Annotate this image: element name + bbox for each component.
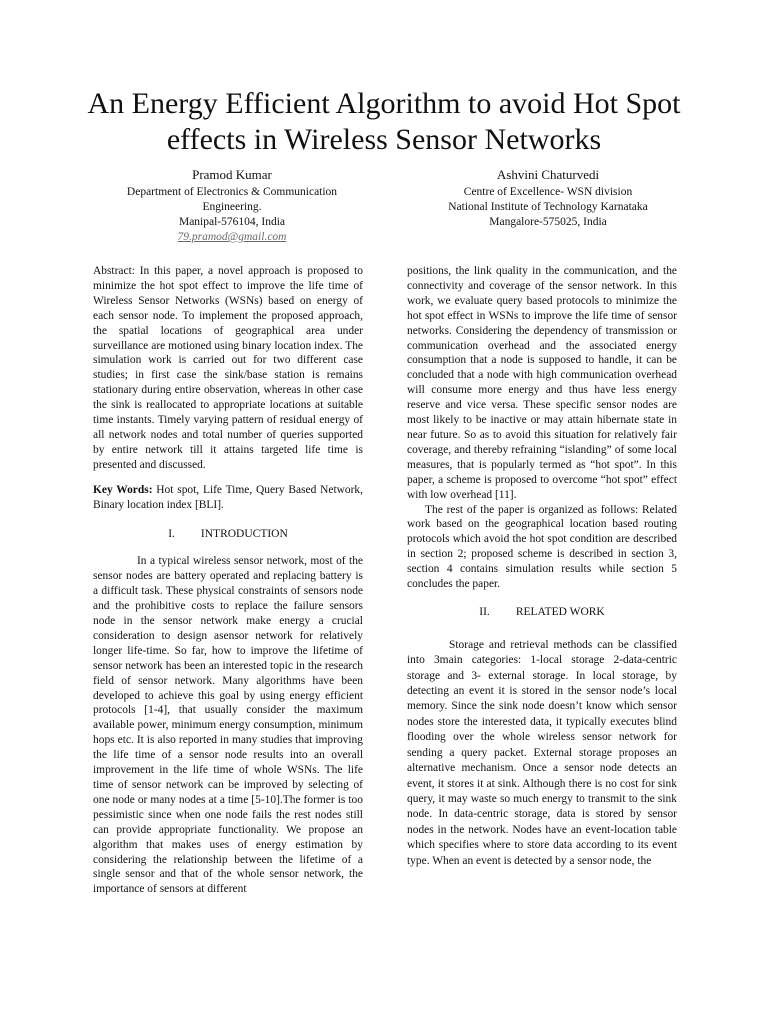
left-column — [93, 264, 363, 897]
author-block-2 — [420, 166, 676, 230]
author-affiliation: Centre of Excellence- WSN division — [463, 186, 633, 198]
section-number: II. — [479, 605, 490, 618]
right-column — [407, 264, 677, 869]
author-name: Pramod Kumar — [192, 167, 272, 182]
author-name: Ashvini Chaturvedi — [496, 167, 600, 182]
section-heading-introduction — [93, 527, 363, 542]
section-number: I. — [168, 527, 175, 540]
keywords — [93, 483, 363, 513]
author-address: Mangalore-575025, India — [489, 216, 607, 228]
author-affiliation-cont: Engineering. — [202, 201, 262, 213]
author-affiliation-cont: National Institute of Technology Karnataka — [448, 201, 648, 213]
introduction-paragraph-organization: The rest of the paper is organized as follows: Related work based on the geographical location based routing protocols which avoid the hot spot condition are described in section 2; proposed scheme is described in section 3, section 4 contains simulation results while section 5 concludes the paper. — [407, 503, 677, 591]
introduction-paragraph-continued: positions, the link quality in the communication, and the connectivity and coverage of the sensor network. In this work, we evaluate query based protocols to minimize the hot spot effect in WSNs to improve the life time of sensor networks. Considering the dependency of transmission or communication overhead and the associated energy consumption that a node is supposed to handle, it can be concluded that a node with high communication overhead will consume more energy and thus have less energy reserve and vice versa. These specific sensor nodes are most likely to be inactive or may attain hibernate state in near future. So as to avoid this situation for relatively fair coverage, and thereby refraining “islanding” of some local measures, that is popularly termed as “hot spot”. In this paper, a scheme is proposed to overcome “hot spot” effect with low overhead [11]. — [407, 265, 677, 501]
section-heading-related-work — [407, 605, 677, 620]
author-affiliation: Department of Electronics & Communication — [126, 186, 338, 198]
section-title: INTRODUCTION — [200, 527, 288, 540]
keywords-label: Key Words: — [93, 483, 153, 496]
introduction-paragraph: In a typical wireless sensor network, most of the sensor nodes are battery operated and replacing battery is a difficult task. These physical constraints of sensors node and the prohibitive costs to replace the failure sensors node in the sensor network make energy a crucial consideration to design asensor network for relatively longer life-time. So far, how to improve the lifetime of sensor network has been an interested topic in the research field of sensor network. Many algorithms have been developed to achieve this goal by using energy efficient protocols [1-4], that usually consider the maximum available power, minimum energy consumption, minimum hops etc. It is also reported in many studies that improving the life time of a sensor node results into an overall improvement in the life time of whole WSNs. The life time of sensor network can be improved by selecting of one node or many nodes at a time [5-10].The former is too pessimistic since when one node fails the rest nodes still can provide appropriate functionality. We propose an algorithm that makes uses of energy estimation by considering the relationship between the lifetime of a single sensor and that of the whole sensor network, the importance of sensors at different — [93, 555, 363, 896]
author-email-link[interactable]: 79.pramod@gmail.com — [177, 231, 287, 243]
paper-title: An Energy Efficient Algorithm to avoid Hot Spot effects in Wireless Sensor Networks — [87, 87, 681, 156]
related-work-paragraph: Storage and retrieval methods can be classified into 3main categories: 1-local storage 2-data-centric storage and 3- external storage. In local storage, by detecting an event it is stored in the sensor node’s local memory. Since the sink node doesn’t know which sensor nodes store the interested data, it typically executes blind flooding over the whole wireless sensor network for sending a query packet. External storage proposes an alternative mechanism. Once a sensor node detects an event, it stores it at sink. Although there is no cost for sink query, it may waste so much energy to transmit to the sink node. In data-centric storage, data is stored by sensor nodes in the network. Nodes have an event-location table which specifies where to store data according to its event type. When an event is detected by a sensor node, the — [407, 638, 677, 867]
author-address: Manipal-576104, India — [178, 216, 286, 228]
author-block-1 — [96, 166, 368, 245]
section-title: RELATED WORK — [515, 605, 605, 618]
keywords-text: Hot spot, Life Time, Query Based Network, Binary location index [BLI]. — [93, 483, 363, 511]
abstract: Abstract: In this paper, a novel approach is proposed to minimize the hot spot effect to improve the life time of Wireless Sensor Networks (WSNs) based on energy of each sensor node. To implement the proposed approach, the spatial locations of geographical area under surveillance are motioned using binary location index. The simulation work is carried out for two different case studies; in first case the sink/base station is remains stationary during entire observation, whereas in other case the sink is reallocated to appropriate locations at suitable time instants. Timely varying pattern of residual energy of all network nodes and total number of queries supported by entire network till it attains targeted life time is presented and discussed. — [93, 265, 363, 471]
